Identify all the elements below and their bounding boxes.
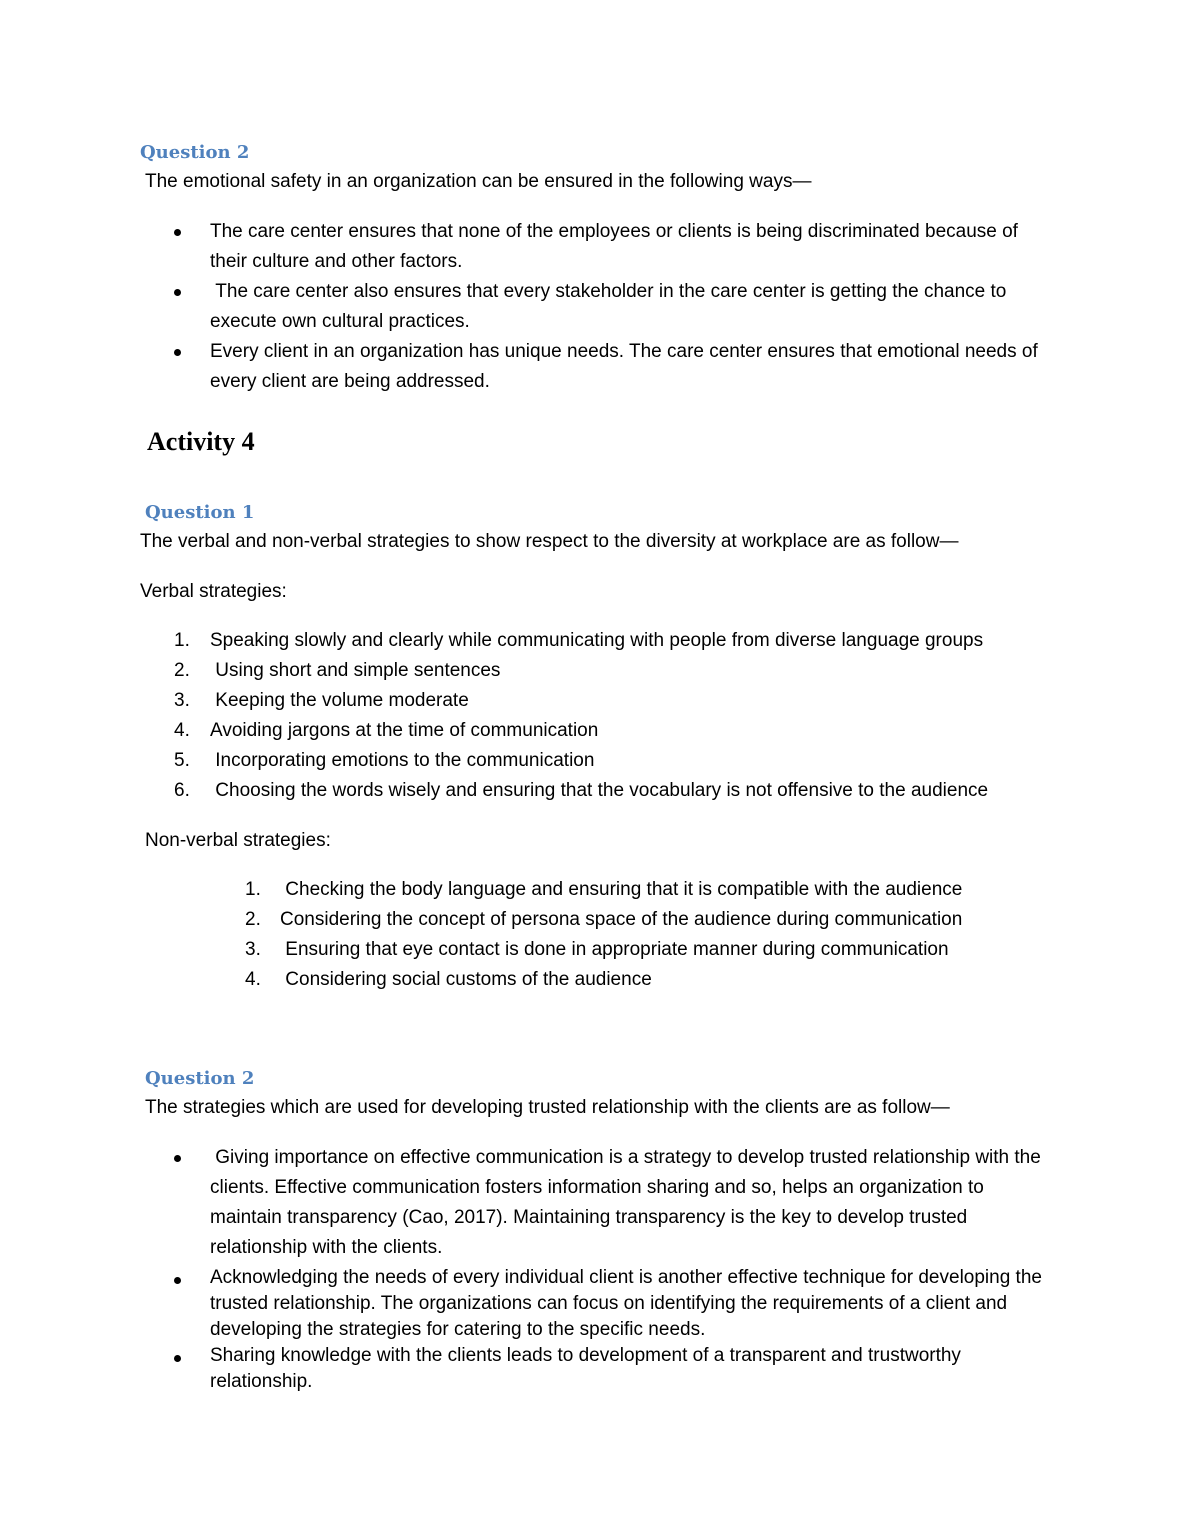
list-number: 3.	[245, 939, 261, 960]
list-item	[174, 686, 1054, 716]
activity-title: Activity 4	[147, 427, 255, 456]
list-item-text: Avoiding jargons at the time of communication	[210, 720, 599, 741]
question-2-heading: Question 2	[140, 142, 250, 163]
list-item-text: Choosing the words wisely and ensuring that the vocabulary is not offensive to the audience	[210, 780, 989, 801]
list-item-text: Considering social customs of the audience	[280, 969, 652, 990]
list-item	[172, 337, 1052, 397]
list-item-text: Ensuring that eye contact is done in appropriate manner during communication	[280, 939, 949, 960]
list-item-text: Using short and simple sentences	[210, 660, 501, 681]
question-2b-intro: The strategies which are used for developing trusted relationship with the clients are as follow—	[145, 1097, 950, 1118]
list-item	[172, 277, 1052, 337]
list-item	[172, 1265, 1052, 1343]
list-item	[245, 965, 1045, 995]
list-item-text: The care center also ensures that every stakeholder in the care center is getting the chance to execute own cultural practices.	[210, 281, 1012, 332]
list-item	[174, 776, 1054, 806]
list-number: 4.	[245, 969, 261, 990]
list-number: 6.	[174, 780, 190, 801]
verbal-strategies-label: Verbal strategies:	[140, 581, 287, 602]
list-item	[245, 905, 1045, 935]
list-item	[245, 875, 1045, 905]
list-item	[174, 746, 1054, 776]
question-1-intro: The verbal and non-verbal strategies to show respect to the diversity at workplace are as follow—	[140, 531, 959, 552]
list-item-text: Acknowledging the needs of every individual client is another effective technique for developing the trusted relationship. The organizations can focus on identifying the requirements of a client and developing the strategies for catering to the specific needs.	[210, 1267, 1042, 1340]
list-item	[174, 716, 1054, 746]
question-2-intro: The emotional safety in an organization can be ensured in the following ways—	[145, 171, 812, 192]
list-item	[245, 935, 1045, 965]
list-number: 1.	[245, 879, 261, 900]
list-number: 3.	[174, 690, 190, 711]
list-number: 1.	[174, 630, 190, 651]
list-item	[172, 217, 1052, 277]
question-2b-heading: Question 2	[145, 1068, 255, 1089]
list-number: 4.	[174, 720, 190, 741]
list-item-text: The care center ensures that none of the employees or clients is being discriminated because of their culture and other factors.	[210, 221, 1018, 272]
list-item-text: Giving importance on effective communication is a strategy to develop trusted relationship with the clients. Effective communication fosters information sharing and so, helps an organization to maintain transparency (Cao, 2017). Maintaining transparency is the key to develop trusted relationship with the clients.	[210, 1147, 1047, 1258]
nonverbal-strategies-label: Non-verbal strategies:	[145, 830, 331, 851]
question-1-heading: Question 1	[145, 502, 255, 523]
list-item	[174, 656, 1054, 686]
list-item-text: Sharing knowledge with the clients leads to development of a transparent and trustworthy relationship.	[210, 1345, 961, 1392]
list-item	[172, 1143, 1052, 1263]
list-item-text: Considering the concept of persona space of the audience during communication	[280, 909, 963, 930]
list-item-text: Incorporating emotions to the communication	[210, 750, 595, 771]
list-number: 2.	[174, 660, 190, 681]
list-item-text: Speaking slowly and clearly while communicating with people from diverse language groups	[210, 630, 984, 651]
list-item-text: Every client in an organization has unique needs. The care center ensures that emotional needs of every client are being addressed.	[210, 341, 1038, 392]
list-item-text: Checking the body language and ensuring that it is compatible with the audience	[280, 879, 963, 900]
list-item	[174, 626, 1054, 656]
list-item-text: Keeping the volume moderate	[210, 690, 469, 711]
list-item	[172, 1343, 1052, 1395]
list-number: 2.	[245, 909, 261, 930]
list-number: 5.	[174, 750, 190, 771]
